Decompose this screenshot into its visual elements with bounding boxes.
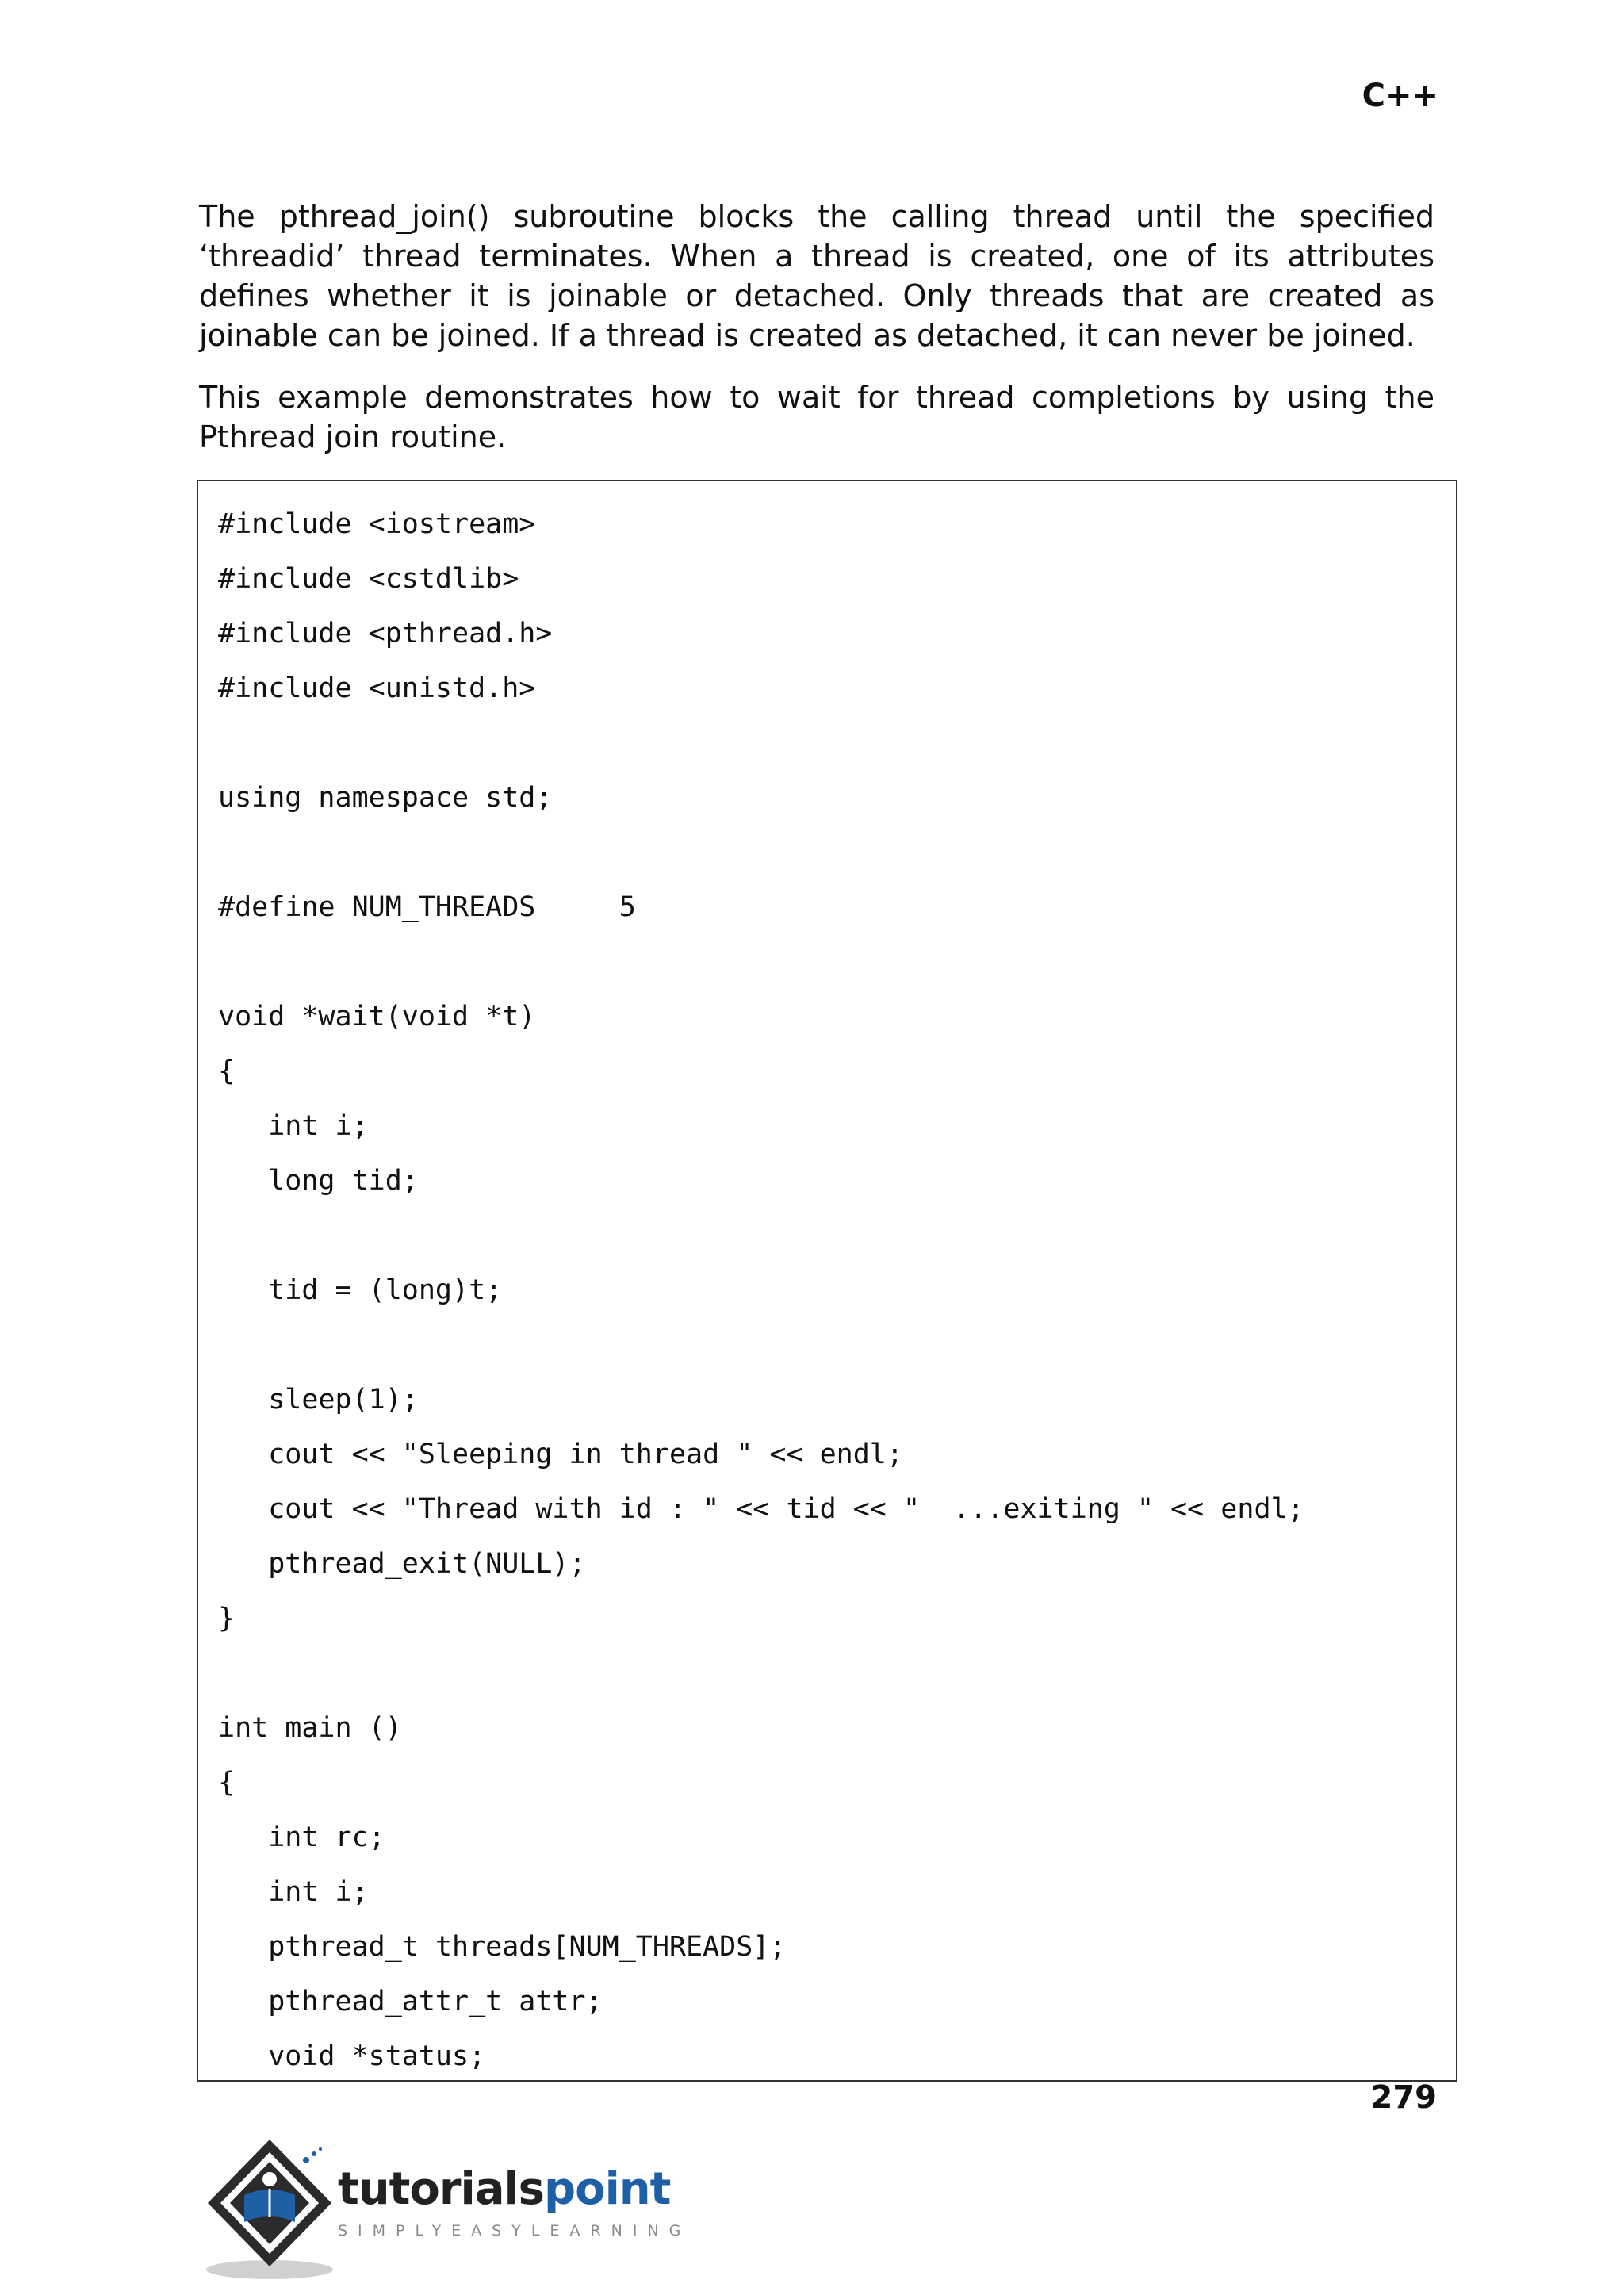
logo-wordmark	[338, 2163, 670, 2215]
code-line: int main ()	[218, 1712, 402, 1744]
code-line	[218, 1646, 1304, 1701]
code-block	[197, 480, 1457, 2082]
code-line: long tid;	[218, 1165, 419, 1197]
code-line: cout << "Thread with id : " << tid << " ...exiting " << endl;	[218, 1493, 1304, 1525]
code-lines	[218, 497, 1304, 2082]
code-line	[218, 716, 1304, 771]
code-line: sleep(1);	[218, 1384, 419, 1416]
code-line: #include <cstdlib>	[218, 563, 519, 595]
page-number: 279	[1370, 2079, 1437, 2116]
code-line: void *wait(void *t)	[218, 1001, 536, 1033]
code-line: #include <pthread.h>	[218, 618, 553, 649]
logo-word-point: point	[544, 2163, 671, 2215]
code-line	[218, 1209, 1304, 1263]
tutorialspoint-logo	[197, 2133, 691, 2284]
code-line: int i;	[218, 1110, 369, 1142]
code-line: }	[218, 1603, 236, 1634]
code-line	[218, 826, 1304, 880]
code-line: {	[218, 1056, 236, 1087]
code-line: tid = (long)t;	[218, 1274, 503, 1306]
header-title: C++	[1362, 78, 1438, 114]
code-line: #include <unistd.h>	[218, 672, 536, 704]
logo-tagline: SIMPLYEASYLEARNING	[338, 2222, 691, 2239]
code-line: pthread_exit(NULL);	[218, 1548, 586, 1580]
intro-paragraph: The pthread_join() subroutine blocks the calling thread until the specified ‘threadid’ thread terminates. When a thread is created, one of its attributes defines whether it is joinable or detached. Only threads that are created as joinable can be joined. If a thread is created as detached, it can never be joined.	[199, 199, 1434, 353]
code-line: cout << "Sleeping in thread " << endl;	[218, 1439, 903, 1470]
example-paragraph: This example demonstrates how to wait for thread completions by using the Pthread join routine.	[199, 380, 1434, 454]
code-line: void *status;	[218, 2040, 486, 2072]
logo-emblem-icon	[197, 2133, 339, 2284]
code-line: #define NUM_THREADS 5	[218, 891, 636, 923]
code-line: {	[218, 1767, 236, 1799]
logo-word-tutorials: tutorials	[338, 2163, 545, 2215]
code-line: pthread_t threads[NUM_THREADS];	[218, 1931, 787, 1963]
code-line: int i;	[218, 1876, 369, 1908]
code-line: pthread_attr_t attr;	[218, 1986, 603, 2017]
code-line: using namespace std;	[218, 782, 553, 814]
code-line	[218, 935, 1304, 990]
code-line: #include <iostream>	[218, 508, 536, 540]
code-line	[218, 1318, 1304, 1373]
code-line: int rc;	[218, 1822, 385, 1853]
